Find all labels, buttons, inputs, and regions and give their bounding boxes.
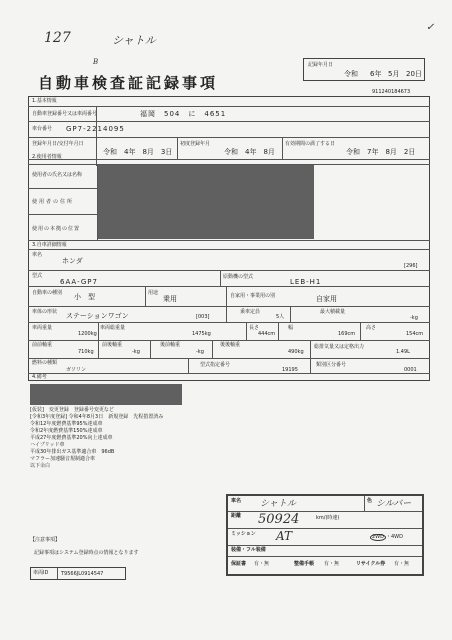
memo-recycle-label: リサイクル券 bbox=[356, 561, 386, 567]
front2-label: 前後軸重 bbox=[102, 342, 123, 348]
memo-drive bbox=[370, 534, 403, 541]
rear2-value: 490kg bbox=[288, 349, 304, 355]
rear-label: 後前軸重 bbox=[160, 342, 181, 348]
weight-value: 1200kg bbox=[78, 331, 97, 337]
notes-line: 平成27年度燃費基準20%向上達成車 bbox=[30, 435, 113, 441]
first-reg-label: 登録年月日/交付年月日 bbox=[32, 141, 84, 147]
max-load-label: 最大積載量 bbox=[320, 309, 346, 315]
maker-value: ホンダ bbox=[62, 257, 83, 265]
private-value: 自家用 bbox=[316, 295, 337, 303]
type-label: 自動車の種別 bbox=[32, 290, 63, 296]
model-value: 6AA-GP7 bbox=[60, 278, 98, 286]
handwritten-letter: B bbox=[93, 58, 99, 66]
fuel-value: ガソリン bbox=[66, 367, 87, 373]
use-label: 用途 bbox=[148, 290, 159, 296]
memo-manual-value: 有・無 bbox=[324, 561, 340, 567]
expiry-label: 有効期間の満了する日 bbox=[285, 141, 336, 147]
front-label: 前前軸重 bbox=[32, 342, 53, 348]
memo-mission-value: AT bbox=[276, 529, 293, 543]
engine-value: LEB-H1 bbox=[290, 278, 322, 286]
memo-equipment-label: 装備・フル装備 bbox=[231, 547, 266, 553]
notes-line: [令和3年度登録] 令和4年8月3日 新規登録 先程措置済み bbox=[30, 414, 164, 420]
section-user-title: 2.使用者情報 bbox=[32, 154, 62, 160]
height-label: 高さ bbox=[366, 325, 377, 331]
chassis-label: 車台番号 bbox=[32, 126, 53, 132]
length-value: 444cm bbox=[258, 331, 276, 337]
displacement-label: 総排気量又は定格出力 bbox=[314, 344, 365, 350]
maker-code: [296] bbox=[404, 263, 418, 269]
handwritten-tick: ✓ bbox=[426, 22, 435, 33]
expiry-value: 令和 7年 8月 2日 bbox=[346, 148, 416, 156]
memo-mileage-label: 距離 bbox=[231, 513, 242, 519]
body-label: 車体の形状 bbox=[32, 309, 58, 315]
first-year-label: 初度登録年月 bbox=[180, 141, 211, 147]
gross-label: 車両総重量 bbox=[100, 325, 126, 331]
fuel-label: 燃料の種類 bbox=[32, 360, 58, 366]
caution-text: 記録事項はシステム登録時点の情報となります bbox=[34, 550, 139, 556]
engine-label: 原動機の型式 bbox=[223, 274, 254, 280]
length-label: 長さ bbox=[249, 325, 260, 331]
first-reg-value: 令和 4年 8月 3日 bbox=[103, 148, 173, 156]
memo-recycle-value: 有・無 bbox=[394, 561, 410, 567]
redacted-user-info bbox=[98, 165, 314, 239]
handwritten-model: シャトル bbox=[112, 34, 156, 47]
front-value: 710kg bbox=[78, 349, 94, 355]
issue-date-box bbox=[303, 58, 425, 81]
vehicle-id-box bbox=[30, 567, 126, 580]
height-value: 154cm bbox=[406, 331, 424, 337]
notes-line: 令和2年度燃費基準150%達成車 bbox=[30, 428, 103, 434]
width-label: 幅 bbox=[288, 325, 294, 331]
issue-date-era: 令和 bbox=[344, 70, 358, 78]
issue-date-day: 20日 bbox=[406, 70, 422, 78]
memo-warranty-label: 保証書 bbox=[231, 561, 247, 567]
category-value: 0001 bbox=[404, 367, 417, 373]
notes-line: [仮装] 変更登録 登録番号変更など bbox=[30, 407, 114, 413]
vehicle-id-label: 車両ID bbox=[33, 570, 49, 576]
section-basic-title: 1.基本情報 bbox=[32, 98, 57, 104]
user-base-label: 使用の本拠の位置 bbox=[32, 226, 81, 232]
issue-date-label: 記録年月日 bbox=[308, 62, 334, 68]
body-code: [003] bbox=[196, 314, 210, 320]
caution-title: 【注意事項】 bbox=[30, 537, 61, 543]
notes-line: 平成30年排出ガス基準適合車 96dB bbox=[30, 449, 115, 455]
dealer-memo-box bbox=[226, 494, 424, 576]
notes-line: 令和12年度燃費基準95%達成車 bbox=[30, 421, 103, 427]
body-value: ステーションワゴン bbox=[66, 312, 129, 320]
memo-drive-2wd: 2WD bbox=[372, 534, 384, 540]
width-value: 169cm bbox=[338, 331, 356, 337]
front2-value: -kg bbox=[132, 349, 140, 355]
document-title: 自動車検査証記録事項 bbox=[38, 74, 219, 92]
chassis-value: GP7-2214095 bbox=[66, 125, 125, 133]
reg-number-value: 福岡 504 に 4651 bbox=[140, 110, 227, 118]
capacity-value: 5人 bbox=[276, 314, 285, 320]
section-notes-title: 4.備考 bbox=[32, 374, 47, 380]
memo-color-label: 色 bbox=[367, 498, 373, 504]
user-name-label: 使用者の氏名又は名称 bbox=[32, 172, 83, 178]
memo-car-label: 車名 bbox=[231, 498, 242, 504]
gross-value: 1475kg bbox=[192, 331, 211, 337]
memo-mission-label: ミッション bbox=[231, 531, 256, 537]
redacted-notes bbox=[30, 384, 182, 405]
designation-value: 19195 bbox=[282, 367, 298, 373]
notes-line: マフラー加速騒音規制適合車 bbox=[30, 456, 96, 462]
max-load-value: -kg bbox=[410, 315, 418, 321]
issue-date-month: 5月 bbox=[388, 70, 400, 78]
memo-manual-label: 整備手帳 bbox=[294, 561, 315, 567]
issue-date-year: 6年 bbox=[370, 70, 382, 78]
rear-value: -kg bbox=[196, 349, 204, 355]
private-label: 自家用・事業用の別 bbox=[230, 293, 276, 299]
category-label: 類別区分番号 bbox=[316, 362, 347, 368]
memo-car-value: シャトル bbox=[260, 499, 296, 509]
type-value: 小 型 bbox=[74, 293, 95, 301]
memo-drive-4wd: ・4WD bbox=[385, 534, 403, 540]
maker-label: 車名 bbox=[32, 252, 43, 258]
section-vehicle-title: 3.自車詳細情報 bbox=[32, 242, 67, 248]
displacement-value: 1.49L bbox=[396, 349, 410, 355]
handwritten-number: 127 bbox=[44, 30, 71, 46]
notes-line: 以下余白 bbox=[30, 463, 51, 469]
weight-label: 車両重量 bbox=[32, 325, 53, 331]
memo-warranty-value: 有・無 bbox=[254, 561, 270, 567]
capacity-label: 乗車定員 bbox=[240, 309, 261, 315]
memo-color-value: シルバー bbox=[376, 499, 412, 509]
document-number: 911240184673 bbox=[372, 89, 411, 95]
rear2-label: 後後軸重 bbox=[220, 342, 241, 348]
notes-list bbox=[30, 408, 230, 471]
memo-mileage-unit: km/(時速) bbox=[316, 515, 340, 521]
designation-label: 型式指定番号 bbox=[200, 362, 231, 368]
use-value: 乗用 bbox=[163, 295, 177, 303]
reg-number-label: 自動車登録番号又は車両番号 bbox=[32, 111, 98, 117]
notes-line: ハイブリッド車 bbox=[30, 442, 65, 448]
memo-mileage-value: 50924 bbox=[258, 512, 300, 527]
model-label: 型式 bbox=[32, 273, 43, 279]
vehicle-id-value: T9566JL0914547 bbox=[61, 571, 104, 577]
first-year-value: 令和 4年 8月 bbox=[224, 148, 275, 156]
user-address-label: 使用者の住所 bbox=[32, 199, 75, 205]
